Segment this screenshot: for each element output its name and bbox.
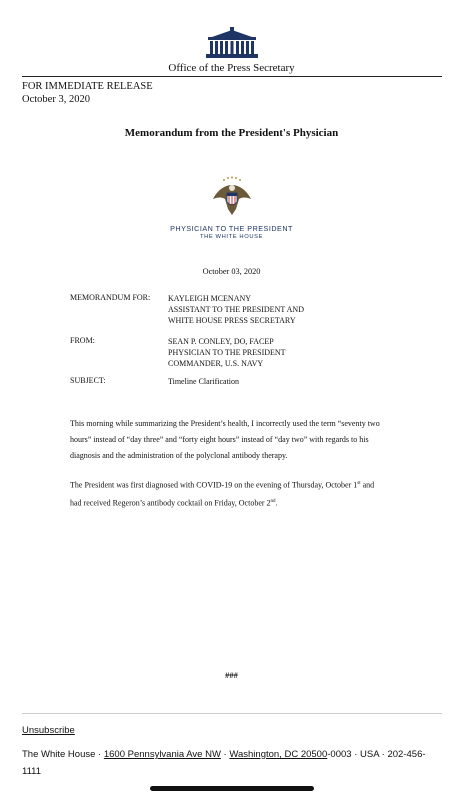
paragraph-line	[70, 494, 410, 512]
for-value	[168, 293, 304, 326]
memo-date: October 03, 2020	[202, 267, 261, 276]
footer-phone: 202-456-	[387, 749, 426, 760]
body-paragraph-2	[70, 476, 410, 511]
paragraph-line: hours” instead of “day three” and “forty eight hours” instead of “day two” with regards to his	[70, 435, 369, 444]
footer-org: The White House	[22, 749, 96, 760]
seal-caption: PHYSICIAN TO THE PRESIDENT	[170, 224, 293, 233]
for-label: MEMORANDUM FOR:	[70, 293, 151, 302]
release-block	[22, 80, 153, 106]
paragraph-text: The President was first diagnosed with COVID-19 on the evening of Thursday, October 1	[70, 480, 358, 490]
office-title: Office of the Press Secretary	[168, 62, 295, 74]
body-paragraph-1	[70, 416, 410, 464]
street-link[interactable]: 1600 Pennsylvania Ave NW	[103, 749, 221, 760]
footer-country: USA	[360, 749, 380, 760]
footer-divider	[22, 713, 442, 714]
ordinal-suffix: nd	[270, 498, 276, 504]
from-line: SEAN P. CONLEY, DO, FACEP	[168, 337, 274, 346]
header-divider	[22, 76, 442, 77]
zip-suffix: -0003	[327, 749, 352, 760]
unsubscribe-link[interactable]: Unsubscribe	[22, 725, 75, 736]
footer-separator: ·	[220, 749, 230, 760]
seal-subcaption: THE WHITE HOUSE	[199, 234, 264, 240]
city-link[interactable]: Washington, DC 20500	[229, 749, 328, 760]
from-value	[168, 336, 286, 369]
for-line: KAYLEIGH MCENANY	[168, 294, 252, 303]
footer-separator: ·	[351, 749, 361, 760]
memo-title: Memorandum from the President's Physician	[124, 127, 339, 139]
paragraph-text: and	[360, 480, 375, 490]
footer-address	[22, 746, 442, 780]
for-line: WHITE HOUSE PRESS SECRETARY	[168, 316, 296, 325]
paragraph-text: had received Regeron’s antibody cocktail on Friday, October 2	[70, 498, 271, 508]
home-indicator[interactable]	[150, 786, 314, 791]
footer-separator: ·	[95, 749, 104, 760]
paragraph-text: .	[275, 498, 278, 508]
subject-value: Timeline Clarification	[168, 377, 240, 386]
end-marker: ###	[225, 670, 238, 680]
release-label: FOR IMMEDIATE RELEASE	[22, 81, 153, 92]
paragraph-line	[70, 476, 410, 494]
from-line: COMMANDER, U.S. NAVY	[168, 359, 264, 368]
paragraph-line: This morning while summarizing the President’s health, I incorrectly used the term “seventy two	[70, 419, 380, 428]
for-line: ASSISTANT TO THE PRESIDENT AND	[168, 305, 304, 314]
release-date: October 3, 2020	[22, 94, 90, 105]
subject-label: SUBJECT:	[70, 376, 106, 385]
eagle-seal-icon	[210, 175, 254, 219]
footer-separator: ·	[379, 749, 388, 760]
footer-phone-end: 1111	[22, 766, 42, 777]
paragraph-line: diagnosis and the administration of the polyclonal antibody therapy.	[70, 451, 288, 460]
ordinal-suffix: st	[357, 481, 361, 486]
from-line: PHYSICIAN TO THE PRESIDENT	[168, 348, 286, 357]
from-label: FROM:	[70, 336, 95, 345]
white-house-icon	[204, 27, 260, 59]
